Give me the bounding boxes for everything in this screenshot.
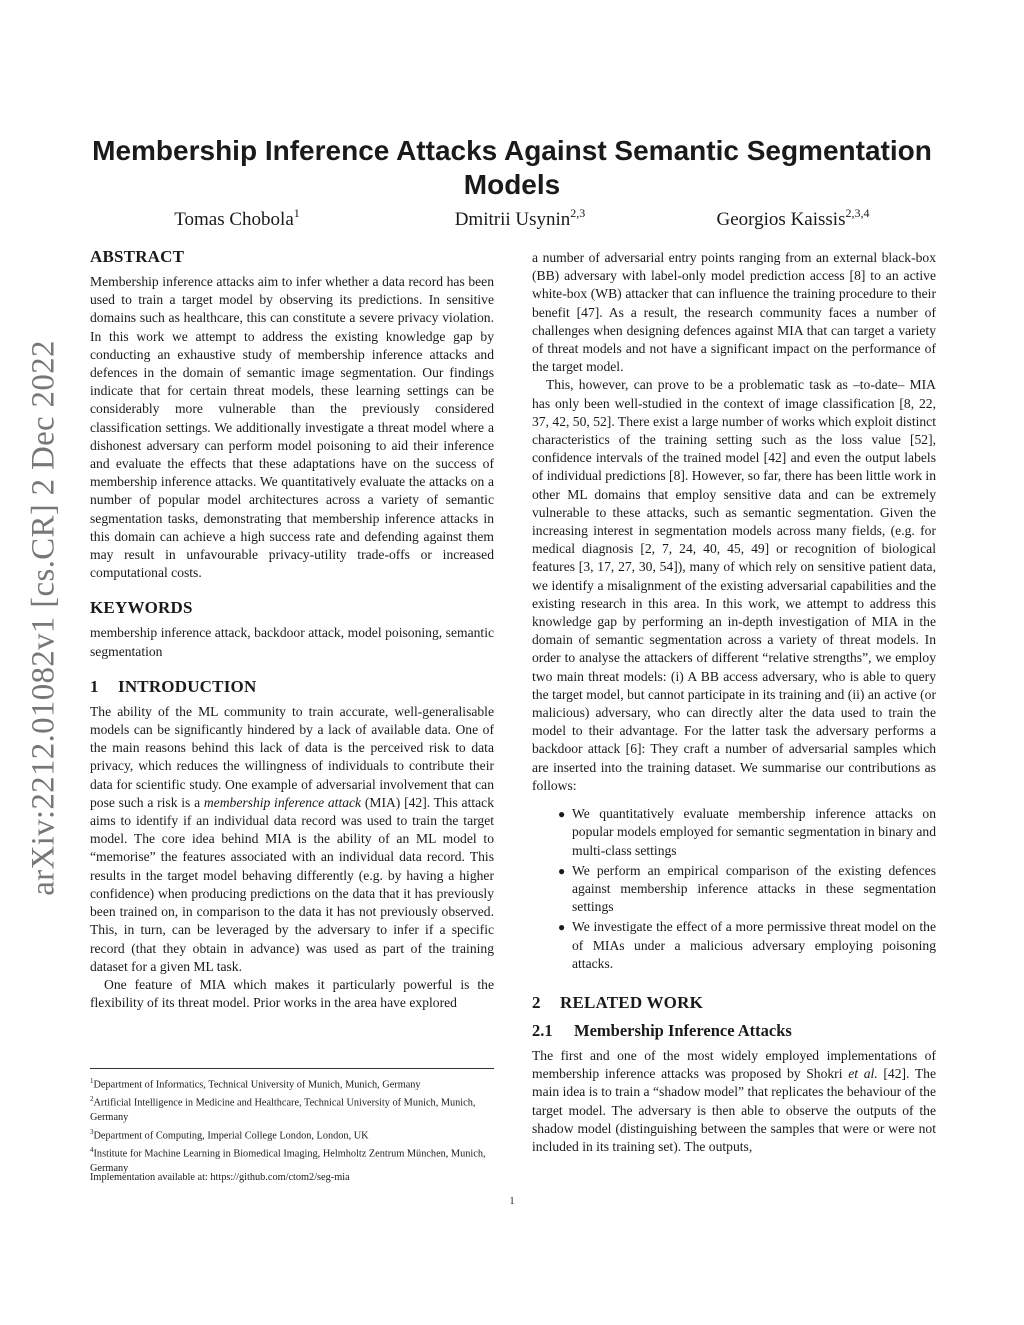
footnote-text: Department of Computing, Imperial College London, London, UK bbox=[93, 1130, 369, 1142]
text-run: The ability of the ML community to train accurate, well-generalisable models can be significantly hindered by a lack of available data. One of the main reasons behind this lack of data is the perceived risk to data privacy, which reduces the willingness of individuals to contribute their data for scientific study. One example of adversarial involvement that can pose such a risk is a bbox=[90, 703, 494, 810]
footnote-text: Institute for Machine Learning in Biomedical Imaging, Helmholtz Zentrum München, Munich, Germany bbox=[90, 1148, 486, 1174]
author-name: Tomas Chobola bbox=[174, 209, 294, 230]
author-name: Georgios Kaissis bbox=[716, 209, 846, 230]
emphasis-term: membership inference attack bbox=[203, 794, 362, 810]
abstract-text: Membership inference attacks aim to infer whether a data record has been used to train a target model by observing its predictions. In sensitive domains such as healthcare, this can constitute a severe privacy violation. In this work we attempt to address the existing knowledge gap by conducting an exhaustive study of membership inference attacks and defences in the domain of semantic image segmentation. Our findings indicate that for certain threat models, these learning settings can be considerably more vulnerable than the previously considered classification settings. We additionally investigate a threat model where a dishonest adversary can perform model poisoning to aid their inference and evaluate the effects that these adaptations have on the success of membership inference attacks. We quantitatively evaluate the attacks on a number of popular model architectures across a variety of semantic segmentation tasks, demonstrating that membership inference attacks in this domain can achieve a high success rate and defending against them may result in unfavourable privacy-utility trade-offs or increased computational costs. bbox=[90, 274, 494, 581]
keywords-heading: KEYWORDS bbox=[90, 598, 193, 618]
footnote-number: 4 bbox=[90, 1146, 94, 1155]
footnotes bbox=[90, 1068, 494, 1176]
author-affiliation: 1 bbox=[293, 206, 300, 220]
footnote bbox=[90, 1143, 494, 1175]
footnote-number: 1 bbox=[90, 1077, 94, 1085]
related-work-paragraph bbox=[532, 1047, 936, 1156]
implementation-link[interactable]: Implementation available at: https://github.com/ctom2/seg-mia bbox=[90, 1172, 350, 1183]
footnote bbox=[90, 1074, 494, 1092]
section-title: INTRODUCTION bbox=[118, 676, 257, 696]
author-1 bbox=[174, 206, 300, 231]
contributions-list bbox=[532, 805, 936, 973]
author-name: Dmitrii Usynin bbox=[454, 209, 571, 230]
author-list bbox=[0, 206, 1024, 235]
text-run: The first and one of the most widely employed implementations of membership inference attacks was proposed by Shokri bbox=[532, 1047, 936, 1082]
arxiv-identifier: arXiv:2212.01082v1 [cs.CR] 2 Dec 2022 bbox=[25, 340, 62, 896]
bullet-icon: ● bbox=[558, 920, 566, 935]
author-3 bbox=[716, 206, 870, 231]
bullet-icon: ● bbox=[558, 807, 566, 822]
bullet-icon: ● bbox=[558, 863, 566, 878]
intro-paragraph-1 bbox=[90, 703, 494, 976]
arxiv-sidebar bbox=[0, 0, 70, 1325]
right-column bbox=[532, 249, 936, 1156]
introduction-heading bbox=[90, 677, 494, 697]
emphasis-term: et al. bbox=[848, 1066, 878, 1082]
footnote-number: 3 bbox=[90, 1127, 94, 1136]
footnote bbox=[90, 1125, 494, 1143]
mia-subsection-heading bbox=[532, 1021, 936, 1041]
intro-paragraph-2: One feature of MIA which makes it particularly powerful is the flexibility of its threat model. Prior works in the area have explored bbox=[90, 976, 494, 1011]
paper-title: Membership Inference Attacks Against Semantic Segmentation Models bbox=[92, 135, 932, 200]
footnote-text: Department of Informatics, Technical University of Munich, Munich, Germany bbox=[93, 1079, 421, 1091]
intro-paragraph-4: This, however, can prove to be a problematic task as –to-date– MIA has only been well-studied in the context of image classification [8, 22, 37, 42, 50, 52]. There exist a large number of works which exploit distinct characteristics of the training setting such as the loss value [52], confidence intervals of the trained model [42] and even the output labels of individual predictions [8]. However, so far, there has been little work in other ML domains that employ sensitive data and can be extremely vulnerable to these attacks, such as semantic segmentation. Given the increasing interest in segmentation models across many fields, (e.g. for medical diagnosis [2, 7, 24, 40, 45, 49] or recognition of biological features [3, 17, 27, 30, 54]), many of which rely on sensitive patient data, we identify a misalignment of the existing adversarial capabilities and the existing research in this area. In this work, we attempt to address this knowledge gap by performing an in-depth investigation of MIA in the domain of semantic segmentation across a variety of threat models. In order to analyse the attackers of different “relative strengths”, we employ two main threat models: (i) A BB access adversary, who is able to query the target model, but cannot participate in its training and (ii) an active (or malicious) adversary, who can directly alter the data used to train the model to their advantage. For the latter task the adversary performs a backdoor attack [6]: They craft a number of adversarial samples which are inserted into the training dataset. We summarise our contributions as follows: bbox=[532, 377, 936, 793]
author-affiliation: 2,3 bbox=[570, 206, 586, 220]
author-affiliation: 2,3,4 bbox=[845, 206, 870, 220]
footnote-number: 2 bbox=[90, 1095, 94, 1104]
text-run: [42]. The main idea is to train a “shadow model” that replicates the behaviour of the target model. The adversary is then able to observe the outputs of the shadow model (distinguishing between the samples that were or were not included in its training set). The outputs, bbox=[532, 1066, 936, 1154]
text-run: (MIA) [42]. This attack aims to identify if an individual data record was used to train the target model. The core idea behind MIA is the ability of an ML model to “memorise” the features associated with an individual data record. This results in the target model behaving differently (e.g. by having a higher confidence) when producing predictions on the data that it has previously been trained on, in comparison to the data it has not previously observed. This, in turn, can be leveraged by the adversary to infer if a specific record (that they obtain in advance) was used as part of the training dataset for a given ML task. bbox=[90, 794, 494, 974]
list-item bbox=[558, 805, 936, 860]
list-item-text: We investigate the effect of a more permissive threat model on the of MIAs under a malicious adversary employing poisoning attacks. bbox=[572, 919, 936, 971]
section-number: 1 bbox=[90, 676, 99, 696]
list-item-text: We perform an empirical comparison of the existing defences against membership inference attacks in these segmentation settings bbox=[572, 862, 936, 915]
footnote bbox=[90, 1092, 494, 1124]
subsection-number: 2.1 bbox=[532, 1020, 553, 1040]
subsection-title: Membership Inference Attacks bbox=[574, 1020, 792, 1040]
author-2 bbox=[454, 206, 586, 231]
list-item-text: We quantitatively evaluate membership inference attacks on popular models employed for semantic segmentation in binary and multi-class settings bbox=[572, 806, 936, 858]
list-item bbox=[558, 918, 936, 973]
page-number: 1 bbox=[509, 1196, 515, 1207]
section-title: RELATED WORK bbox=[560, 992, 703, 1012]
abstract-heading: ABSTRACT bbox=[90, 247, 185, 266]
intro-paragraph-3: a number of adversarial entry points ranging from an external black-box (BB) adversary with label-only model prediction access [8] to an active white-box (WB) attacker that can influence the training procedure to their benefit [47]. As a result, the research community faces a number of challenges when designing defences against MIA that can target a variety of threat models and not have a significant impact on the performance of the target model. bbox=[532, 250, 936, 375]
section-number: 2 bbox=[532, 992, 541, 1012]
left-column bbox=[90, 247, 494, 1012]
list-item bbox=[558, 862, 936, 917]
keywords-text: membership inference attack, backdoor attack, model poisoning, semantic segmentation bbox=[90, 625, 494, 659]
footnote-text: Artificial Intelligence in Medicine and Healthcare, Technical University of Munich, Munich, Germany bbox=[90, 1097, 476, 1123]
related-work-heading bbox=[532, 993, 936, 1013]
